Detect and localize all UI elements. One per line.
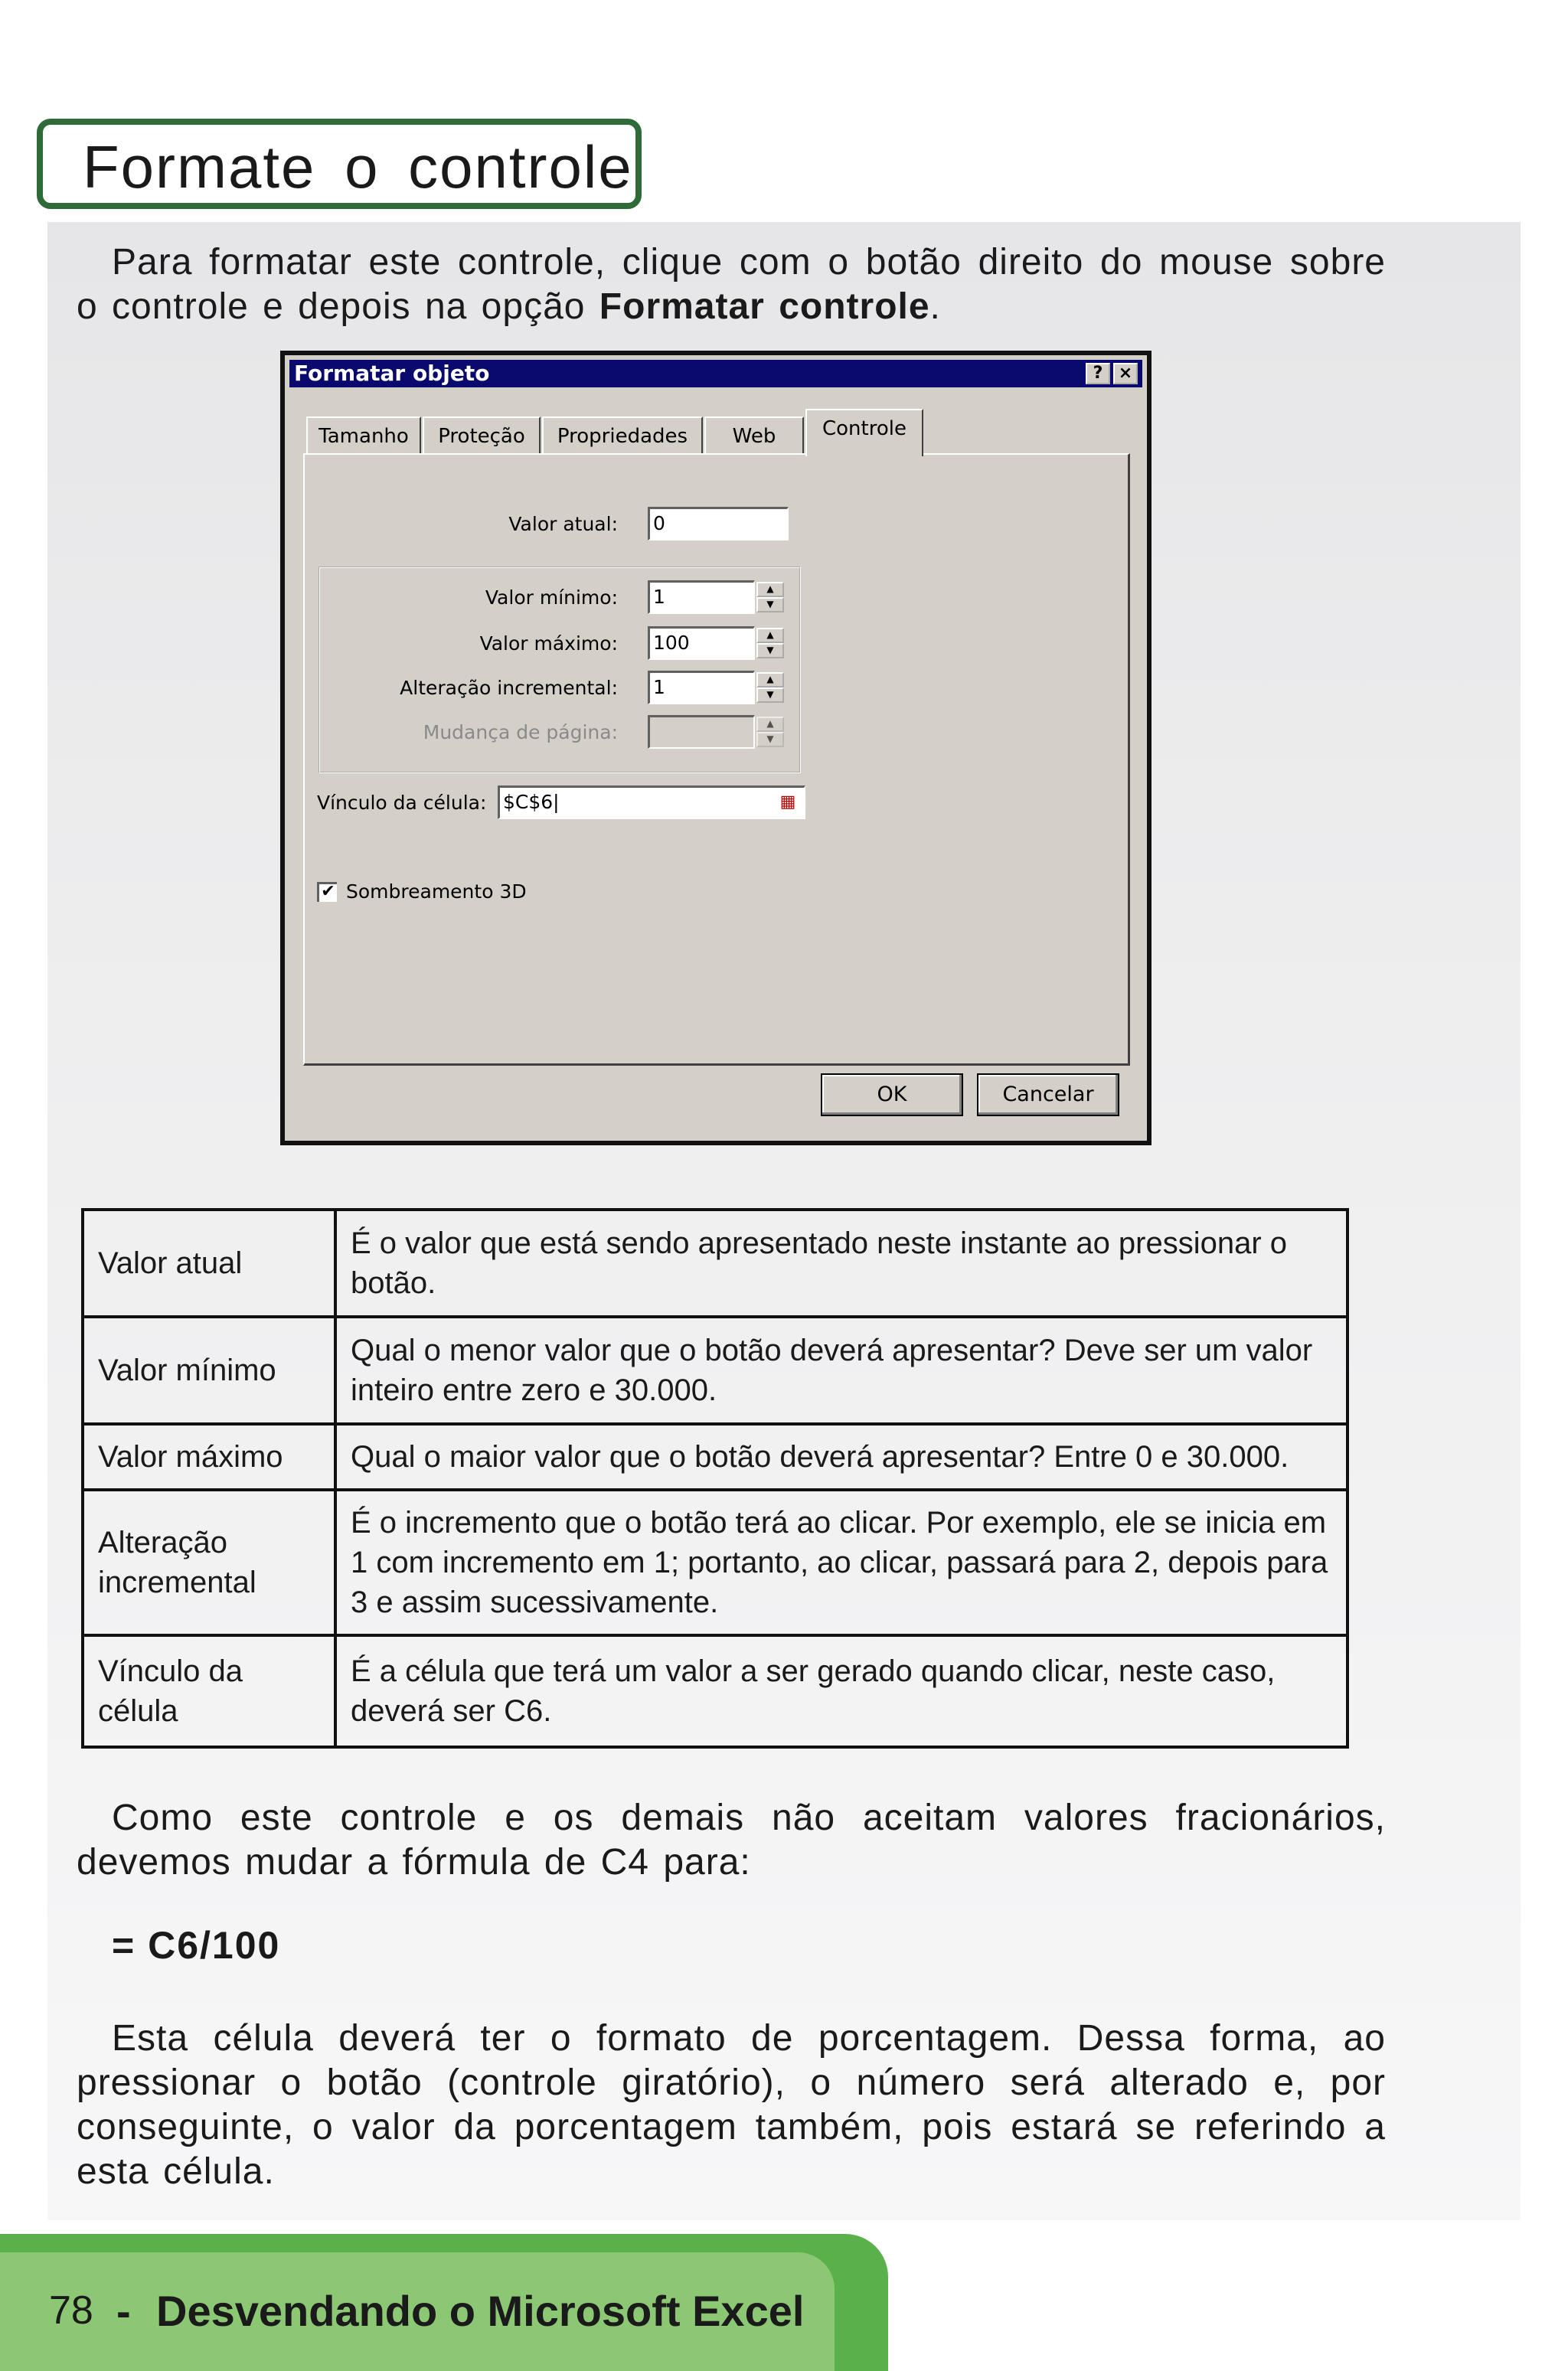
spin-down-icon[interactable]: ▼ xyxy=(756,597,784,612)
intro-end: . xyxy=(929,286,941,327)
help-button[interactable]: ? xyxy=(1086,363,1110,384)
term-cell: Alteração incremental xyxy=(83,1490,335,1635)
footer-separator: - xyxy=(116,2287,131,2335)
controle-panel xyxy=(303,453,1130,1066)
tab-controle[interactable]: Controle xyxy=(805,409,923,456)
paragraph-3-text: Esta célula deverá ter o formato de porcentagem. Dessa forma, ao pressionar o botão (controle giratório), o número será alterado e, por conseguinte, o valor da porcentagem também, pois estará se referindo a esta célula. xyxy=(77,2018,1386,2192)
term-cell: Valor atual xyxy=(83,1210,335,1317)
tab-protecao[interactable]: Proteção xyxy=(423,416,541,455)
valor-minimo-spinner[interactable] xyxy=(756,582,784,612)
desc-cell: Qual o menor valor que o botão deverá apresentar? Deve ser um valor inteiro entre zero e 30.000. xyxy=(335,1317,1348,1424)
page-number: 78 xyxy=(49,2288,93,2333)
mudanca-pagina-spinner xyxy=(756,717,784,747)
sombreamento-checkbox[interactable]: ✔ xyxy=(317,882,337,902)
table-row xyxy=(83,1317,1348,1424)
intro-paragraph xyxy=(77,240,1386,329)
ok-button[interactable]: OK xyxy=(821,1073,963,1116)
footer-band xyxy=(0,2252,835,2371)
vinculo-celula-value: $C$6| xyxy=(503,791,560,813)
format-object-dialog xyxy=(280,351,1152,1145)
mudanca-pagina-input xyxy=(648,715,755,749)
alteracao-incremental-label: Alteração incremental: xyxy=(400,677,618,699)
alteracao-incremental-input[interactable]: 1 xyxy=(648,671,755,704)
desc-cell: É o valor que está sendo apresentado neste instante ao pressionar o botão. xyxy=(335,1210,1348,1317)
valor-minimo-input[interactable]: 1 xyxy=(648,580,755,614)
vinculo-celula-label: Vínculo da célula: xyxy=(317,792,487,814)
term-cell: Vínculo da célula xyxy=(83,1635,335,1747)
paragraph-2-text: Como este controle e os demais não aceitam valores fracionários, devemos mudar a fórmula de C4 para: xyxy=(77,1798,1386,1883)
cancel-button[interactable]: Cancelar xyxy=(977,1073,1119,1116)
tab-web[interactable]: Web xyxy=(704,416,804,455)
valor-minimo-label: Valor mínimo: xyxy=(485,586,618,609)
term-cell: Valor máximo xyxy=(83,1424,335,1490)
close-button[interactable]: × xyxy=(1113,363,1138,384)
vinculo-celula-input[interactable] xyxy=(498,785,805,819)
spin-up-icon[interactable]: ▲ xyxy=(756,582,784,597)
term-cell: Valor mínimo xyxy=(83,1317,335,1424)
dialog-titlebar xyxy=(289,360,1142,387)
intro-bold: Formatar controle xyxy=(599,286,930,327)
intro-text: Para formatar este controle, clique com o botão direito do mouse sobre o controle e depois na opção xyxy=(77,242,1386,327)
page-footer xyxy=(0,2234,888,2371)
tab-propriedades[interactable]: Propriedades xyxy=(542,416,703,455)
formula: = C6/100 xyxy=(112,1924,281,1967)
dialog-title: Formatar objeto xyxy=(294,361,490,386)
cell-reference-icon[interactable]: ▦ xyxy=(779,792,796,812)
desc-cell: É a célula que terá um valor a ser gerado quando clicar, neste caso, deverá ser C6. xyxy=(335,1635,1348,1747)
alteracao-incremental-spinner[interactable] xyxy=(756,672,784,703)
spin-down-icon: ▼ xyxy=(756,732,784,747)
valor-atual-label: Valor atual: xyxy=(508,513,618,535)
mudanca-pagina-label: Mudança de página: xyxy=(423,721,618,743)
paragraph-3 xyxy=(77,2017,1386,2194)
tab-tamanho[interactable]: Tamanho xyxy=(306,416,421,455)
valor-maximo-input[interactable]: 100 xyxy=(648,626,755,660)
section-title-box xyxy=(37,119,642,209)
table-row xyxy=(83,1490,1348,1635)
valor-maximo-label: Valor máximo: xyxy=(479,632,618,655)
table-row xyxy=(83,1635,1348,1747)
desc-cell: Qual o maior valor que o botão deverá apresentar? Entre 0 e 30.000. xyxy=(335,1424,1348,1490)
valor-maximo-spinner[interactable] xyxy=(756,628,784,658)
section-title: Formate o controle xyxy=(83,133,633,201)
valor-atual-input[interactable]: 0 xyxy=(648,507,789,540)
book-title: Desvendando o Microsoft Excel xyxy=(156,2287,805,2335)
spin-up-icon[interactable]: ▲ xyxy=(756,628,784,643)
control-definitions-table xyxy=(81,1208,1349,1749)
spin-up-icon: ▲ xyxy=(756,717,784,732)
spin-down-icon[interactable]: ▼ xyxy=(756,643,784,658)
spin-down-icon[interactable]: ▼ xyxy=(756,687,784,703)
desc-cell: É o incremento que o botão terá ao clicar. Por exemplo, ele se inicia em 1 com incremento em 1; portanto, ao clicar, passará para 2, depois para 3 e assim sucessivamente. xyxy=(335,1490,1348,1635)
table-row xyxy=(83,1424,1348,1490)
table-row xyxy=(83,1210,1348,1317)
spin-up-icon[interactable]: ▲ xyxy=(756,672,784,687)
paragraph-2 xyxy=(77,1796,1386,1885)
sombreamento-label: Sombreamento 3D xyxy=(346,880,527,903)
